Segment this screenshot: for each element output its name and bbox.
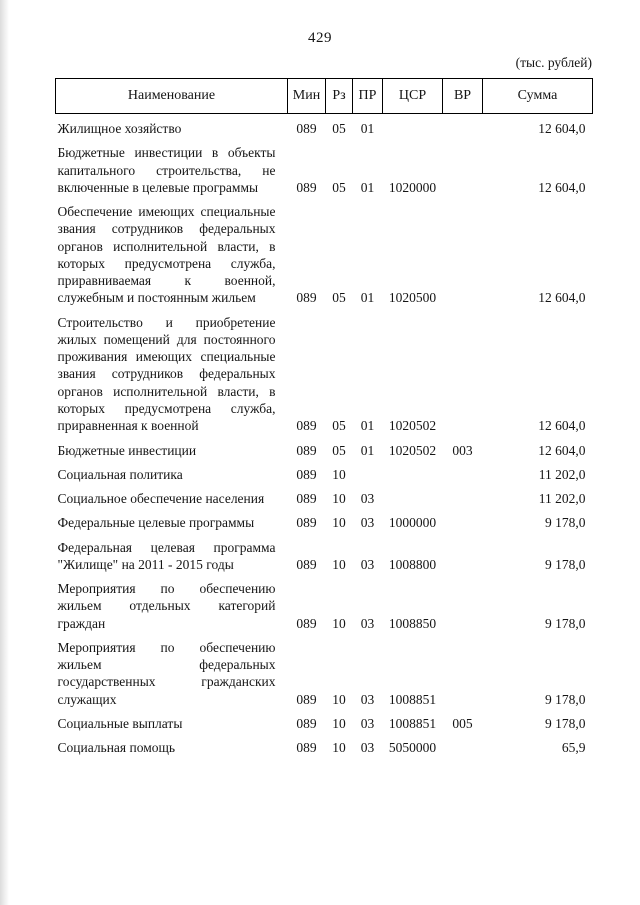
cell-pr: 01 [360,442,375,458]
cell-rz: 10 [332,691,346,707]
cell-rz: 10 [332,556,346,572]
cell-name: Федеральная целевая программа "Жилище" на 2011 - 2015 годы [57,539,276,572]
cell-sum: 12 604,0 [538,290,586,306]
cell-csr: 1008800 [388,556,437,572]
cell-csr [383,114,443,139]
cell-csr: 1020502 [388,442,437,458]
cell-sum: 12 604,0 [538,121,586,136]
cell-vr: 005 [452,715,473,731]
cell-min: 089 [296,442,317,458]
table-row [56,114,593,139]
cell-sum: 65,9 [561,740,586,756]
cell-pr: 03 [360,740,375,756]
header-rz: Рз [326,79,353,114]
cell-sum: 9 178,0 [545,615,586,631]
cell-min: 089 [296,556,317,572]
cell-pr: 01 [360,290,375,306]
page-number: 429 [308,30,332,46]
cell-rz: 05 [332,121,346,136]
cell-sum: 12 604,0 [538,418,586,434]
cell-pr: 01 [360,121,375,136]
table-row [56,197,593,308]
cell-vr [443,574,483,633]
cell-vr: 003 [452,442,473,458]
cell-name: Социальная помощь [57,740,176,756]
cell-sum: 11 202,0 [538,466,586,482]
cell-pr: 03 [360,515,375,531]
cell-name: Социальное обеспечение населения [57,491,265,507]
cell-min: 089 [296,290,317,306]
cell-min: 089 [296,715,317,731]
table-row [56,574,593,633]
cell-name: Федеральные целевые программы [57,515,255,531]
cell-pr: 03 [360,691,375,707]
cell-csr: 1000000 [388,515,437,531]
cell-rz: 10 [332,515,346,531]
budget-table [55,78,593,758]
table-row [56,533,593,575]
cell-min: 089 [296,418,317,434]
cell-min: 089 [296,515,317,531]
cell-min: 089 [296,615,317,631]
cell-sum: 9 178,0 [545,715,586,731]
cell-rz: 05 [332,442,346,458]
table-body [56,114,593,758]
cell-sum: 9 178,0 [545,515,586,531]
header-csr: ЦСР [383,79,443,114]
cell-min: 089 [296,491,317,507]
cell-name: Бюджетные инвестиции [57,442,197,458]
table-row [56,460,593,484]
cell-min: 089 [296,466,317,482]
cell-vr [443,197,483,308]
cell-vr [443,533,483,575]
cell-csr: 1008851 [388,691,437,707]
cell-csr [383,460,443,484]
cell-csr: 1020500 [388,290,437,306]
cell-pr: 03 [360,556,375,572]
cell-vr [443,508,483,532]
cell-name: Мероприятия по обеспечению жильем федеральных государственных гражданских служащих [57,639,276,707]
cell-min: 089 [296,179,317,195]
cell-pr: 01 [360,418,375,434]
cell-rz: 05 [332,179,346,195]
cell-vr [443,138,483,197]
cell-rz: 10 [332,715,346,731]
cell-csr: 5050000 [388,740,437,756]
cell-sum: 9 178,0 [545,691,586,707]
cell-min: 089 [296,740,317,756]
cell-vr [443,460,483,484]
table-row [56,308,593,436]
cell-min: 089 [296,691,317,707]
table-row [56,508,593,532]
cell-vr [443,484,483,508]
cell-name: Социальная политика [57,466,183,482]
cell-pr: 03 [360,491,375,507]
cell-csr: 1008851 [388,715,437,731]
cell-vr [443,308,483,436]
cell-rz: 05 [332,418,346,434]
table-row [56,436,593,460]
cell-csr: 1020502 [388,418,437,434]
header-name: Наименование [56,79,288,114]
table-row [56,709,593,733]
cell-min: 089 [296,121,317,136]
header-vr: ВР [443,79,483,114]
cell-sum: 12 604,0 [538,179,586,195]
cell-name: Социальные выплаты [57,715,183,731]
cell-vr [443,114,483,139]
cell-csr: 1008850 [388,615,437,631]
header-pr: ПР [353,79,383,114]
cell-rz: 10 [332,466,346,482]
cell-sum: 11 202,0 [538,491,586,507]
cell-sum: 9 178,0 [545,556,586,572]
cell-csr [383,484,443,508]
cell-pr: 01 [360,179,375,195]
table-row [56,138,593,197]
cell-name: Обеспечение имеющих специальные звания сотрудников федеральных органов исполнительной власти, в которых предусмотрена служба, приравниваемая к военной, служебным и постоянным жильем [57,204,276,306]
table-header-row [56,79,593,114]
cell-name: Бюджетные инвестиции в объекты капитального строительства, не включенные в целевые программы [57,145,276,195]
table-row [56,733,593,757]
cell-pr [353,460,383,484]
cell-rz: 10 [332,615,346,631]
table-row [56,633,593,709]
cell-csr: 1020000 [388,179,437,195]
cell-rz: 10 [332,491,346,507]
cell-rz: 10 [332,740,346,756]
cell-pr: 03 [360,615,375,631]
cell-vr [443,633,483,709]
cell-vr [443,733,483,757]
cell-name: Жилищное хозяйство [57,121,182,136]
cell-pr: 03 [360,715,375,731]
header-sum: Сумма [483,79,593,114]
units-note: (тыс. рублей) [515,55,592,70]
header-min: Мин [288,79,326,114]
cell-rz: 05 [332,290,346,306]
cell-name: Мероприятия по обеспечению жильем отдельных категорий граждан [57,581,276,631]
cell-sum: 12 604,0 [538,442,586,458]
table-row [56,484,593,508]
cell-name: Строительство и приобретение жилых помещений для постоянного проживания имеющих специальные звания сотрудников федеральных органов исполнительной власти, в которых предусмотрена служба, приравненная к военной [57,314,276,434]
